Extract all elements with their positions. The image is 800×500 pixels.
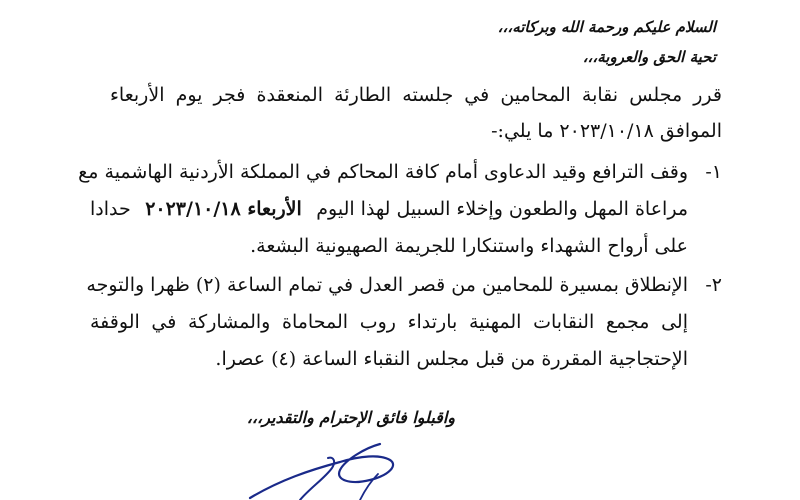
item-1-line-3: على أرواح الشهداء واستنكارا للجريمة الصهيونية البشعة.	[250, 235, 688, 257]
item-2-line-2: إلى مجمع النقابات المهنية بارتداء روب المحاماة والمشاركة في الوقفة	[90, 311, 688, 333]
item-1-line-2	[90, 196, 688, 222]
signature-image	[240, 440, 420, 500]
item-1-line-2-end: حدادا	[90, 198, 131, 220]
item-1-line-1: وقف الترافع وقيد الدعاوى أمام كافة المحاكم في المملكة الأردنية الهاشمية مع	[78, 161, 688, 183]
item-2-line-3: الإحتجاجية المقررة من قبل مجلس النقباء الساعة (٤) عصرا.	[215, 348, 688, 370]
intro-line-1: قرر مجلس نقابة المحامين في جلسته الطارئة المنعقدة فجر يوم الأربعاء	[110, 84, 722, 106]
item-1-line-2-text: مراعاة المهل والطعون وإخلاء السبيل لهذا اليوم	[316, 198, 688, 220]
intro-line-2: الموافق ٢٠٢٣/١٠/١٨ ما يلي:-	[491, 120, 722, 142]
item-2-line-1: الإنطلاق بمسيرة للمحامين من قصر العدل في تمام الساعة (٢) ظهرا والتوجه	[86, 274, 688, 296]
salutation: تحية الحق والعروبة،،،	[582, 48, 716, 66]
item-1-date-bold: الأربعاء ٢٠٢٣/١٠/١٨	[145, 198, 302, 220]
closing-line: واقبلوا فائق الإحترام والتقدير،،،	[246, 408, 455, 427]
item-2-number: ٢-	[705, 274, 722, 296]
greeting: السلام عليكم ورحمة الله وبركاته،،،	[497, 18, 716, 36]
item-1-number: ١-	[705, 161, 722, 183]
